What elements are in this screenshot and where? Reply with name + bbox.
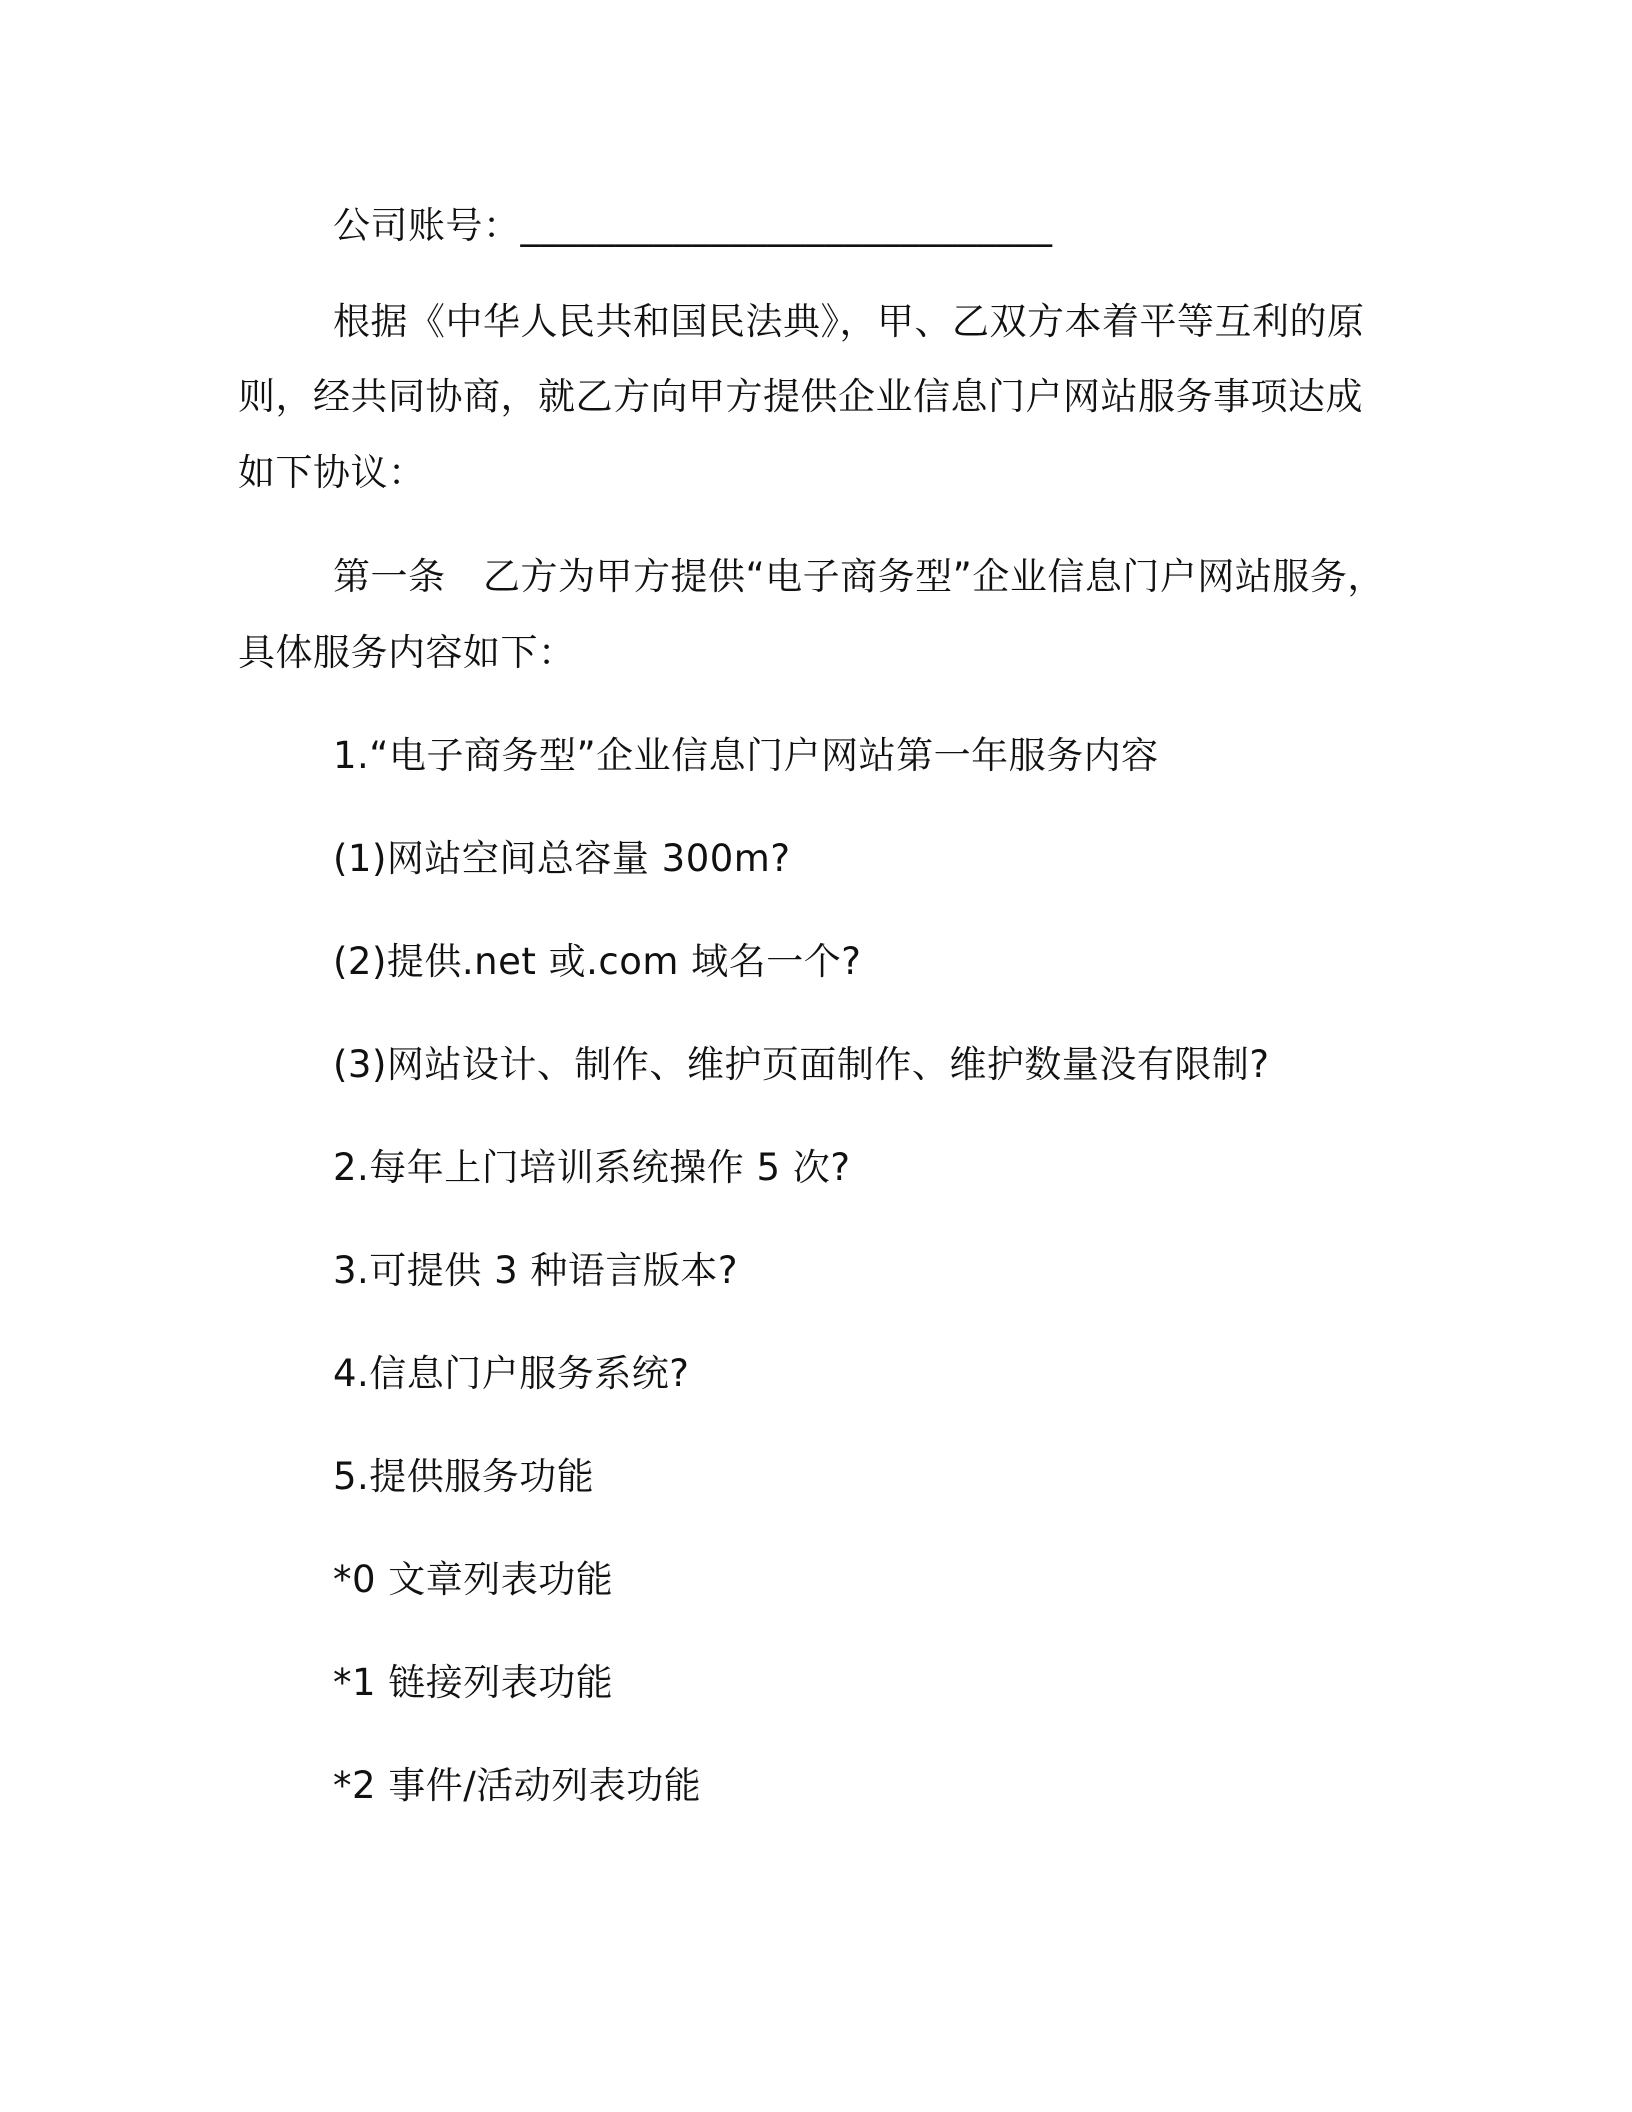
list-item: *1 链接列表功能	[333, 1661, 614, 1704]
list-item: (3)网站设计、制作、维护页面制作、维护数量没有限制?	[333, 1043, 1270, 1086]
list-item: *0 文章列表功能	[333, 1558, 614, 1601]
list-item: 2.每年上门培训系统操作 5 次?	[333, 1146, 851, 1189]
article-1-line-1: 第一条 乙方为甲方提供“电子商务型”企业信息门户网站服务，	[333, 555, 1385, 598]
list-item: (2)提供.net 或.com 域名一个?	[333, 940, 862, 983]
list-item: 3.可提供 3 种语言版本?	[333, 1249, 739, 1292]
list-item: 5.提供服务功能	[333, 1455, 595, 1498]
intro-paragraph-line-3: 如下协议：	[238, 451, 426, 494]
intro-paragraph-line-1: 根据《中华人民共和国民法典》，甲、乙双方本着平等互利的原	[333, 300, 1365, 343]
article-1-line-2: 具体服务内容如下：	[238, 631, 576, 674]
account-line: 公司账号：____________________________	[333, 204, 1053, 247]
list-item: 1.“电子商务型”企业信息门户网站第一年服务内容	[333, 734, 1159, 777]
list-item: (1)网站空间总容量 300m?	[333, 837, 791, 880]
intro-paragraph-line-2: 则，经共同协商，就乙方向甲方提供企业信息门户网站服务事项达成	[238, 375, 1363, 418]
list-item: *2 事件/活动列表功能	[333, 1764, 702, 1807]
list-item: 4.信息门户服务系统?	[333, 1352, 690, 1395]
